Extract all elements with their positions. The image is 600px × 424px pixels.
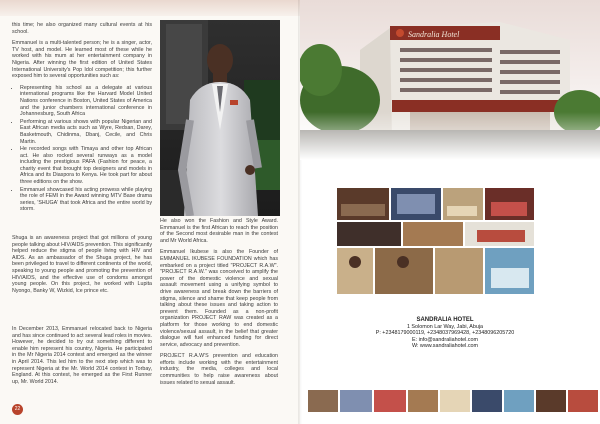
hotel-contact [370, 317, 520, 350]
bio-paragraph: Emmanuel is a multi-talented person; he is a singer, actor, TV host, and model. He learned most of these while he worked with his mum at her entertainment company in Nigeria. After winning the first edition of United States International University's Pop Idol competition; this further exposed him to several opportunities such as: [12, 40, 152, 80]
top-band [0, 0, 300, 16]
hotel-address: 1 Solomon Lar Way, Jabi, Abuja [406, 323, 484, 330]
page-number: 22 [12, 404, 23, 415]
hotel-phone: P: +2348179000119, +2348037969428, +2348096205720 [375, 330, 515, 337]
photo-strip [308, 388, 598, 414]
list-item: • Emmanuel showcased his acting prowess while playing the role of FEMI in the Award winning MTV Base drama series, 'SHUGA' that took Africa and the entire world by storm. [20, 187, 152, 213]
december-paragraph: In December 2013, Emmanuel relocated back to Nigeria and has since continued to act several lead roles in movies. However, he decided to try out something different to enable him represent his country, Nigeria. He participated in the Mr Nigeria 2014 contest and emerged as the winner in April 2014. This led him to the next step which was to represent Nigeria at the Mr. World 2014 contest in Torbay, England. At this contest, he emerged as the First Runner up, Mr. World 2014. [12, 326, 152, 385]
list-item: • Representing his school as a delegate at various international programs like the Harvard Model United Nations conference in Boston, United States of America and the junior chambers international conference in Johannesburg, South Africa [20, 85, 152, 118]
award-paragraph: He also won the Fashion and Style Award. Emmanuel is the first African to reach the position of the Second most desirable man in the contest and Mr World Africa. [160, 218, 278, 244]
hotel-web: W: www.sandraliahotel.com [411, 343, 479, 350]
intro-paragraph: this time; he also organized many cultural events at his school. [12, 22, 152, 35]
text-column-1b [12, 235, 152, 299]
foundation-paragraph: Emmanuel Ikubese is also the Founder of EMMANUEL IKUBESE FOUNDATION which has embarked on a project titled "PROJECT R.A.W". "PROJECT R.A.W." was conceived to amplify the power of the domestic violence and sexual assault movement using a unifying symbol to drive awareness and break down the barriers of stigma, silence and shame that keep people from talking about these issues and taking action to prevent them. Founded as a non-profit organization PROJECT RAW was created as a platform for those working to end domestic violence/sexual assault, in the belief that greater dialogue will fuel enhanced funding for direct service, advocacy and prevention. [160, 249, 278, 348]
hotel-name: SANDRALIA HOTEL [416, 317, 474, 323]
hotel-photo [300, 0, 600, 160]
text-column-1c [12, 326, 152, 390]
shuga-paragraph: Shuga is an awareness project that got millions of young people talking about HIV/AIDS prevention. This significantly helped reduce the stigma of people living with HIV and AIDS. As an ambassador of the Shuga project, he has been privileged to travel to different continents of the world, speaking to young people and promoting the prevention of HIV/AIDS, and the effective use of condoms amongst young people. On this project, he worked with Lupita Nyongo, Banky W, Wizkid, Ice prince etc. [12, 235, 152, 294]
raw-paragraph: PROJECT R.A.W'S prevention and education efforts include working with the entertainment industry, the media, colleges and local communities to help raise awareness about issues related to sexual assault. [160, 353, 278, 386]
text-column-2 [160, 218, 278, 391]
list-item: • He recorded songs with Timaya and other top African act. He also rocked several runways as a model including the prestigious PAFA (Fashion for peace, a charity event that brought top designers and models in Africa and its Diaspora to Kenya. He took part for about three editions on the show. [20, 146, 152, 186]
hotel-email: E: info@sandraliahotel.com [411, 336, 478, 343]
list-item: • Performing at various shows with popular Nigerian and East African media acts such as Wyre, Redsan, Darey, Basketmouth, Chidinma, Dbanj, Cecile, and Chris Martin. [20, 119, 152, 145]
man-photo [160, 20, 280, 216]
text-column-1 [12, 22, 152, 218]
opportunities-list [12, 85, 152, 213]
room-gallery [337, 188, 534, 294]
